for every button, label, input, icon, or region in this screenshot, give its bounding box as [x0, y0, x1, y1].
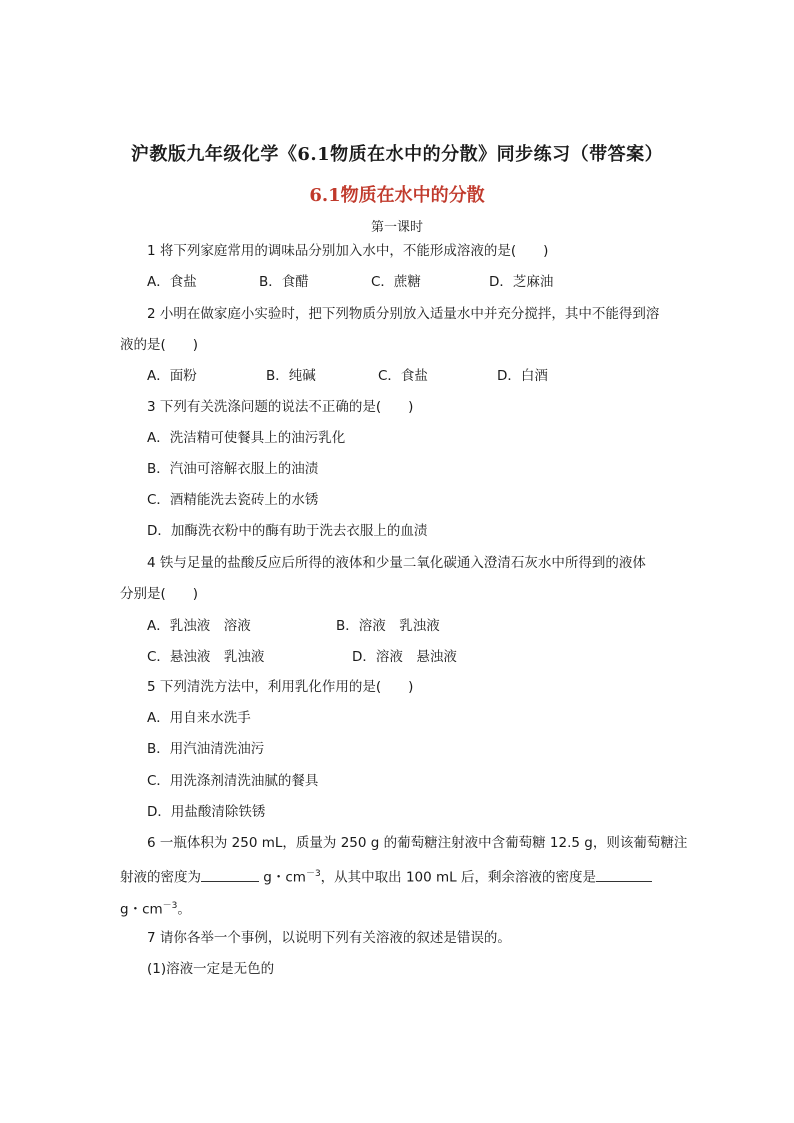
question-4-stem-line1: 4 铁与足量的盐酸反应后所得的液体和少量二氧化碳通入澄清石灰水中所得到的液体: [147, 555, 646, 571]
q5-option-c: C．用洗涤剂清洗油腻的餐具: [147, 773, 319, 789]
q2-option-c: C．食盐: [378, 368, 428, 384]
q1-option-c: C．蔗糖: [371, 274, 421, 290]
q1-option-b: B．食醋: [259, 274, 309, 290]
question-6-line1: 6 一瓶体积为 250 mL，质量为 250 g 的葡萄糖注射液中含葡萄糖 12.5 g，则该葡萄糖注: [147, 835, 688, 851]
q3-option-a: A．洗洁精可使餐具上的油污乳化: [147, 430, 346, 446]
q4-option-a: A．乳浊液 溶液: [147, 618, 251, 634]
q5-option-d: D．用盐酸清除铁锈: [147, 804, 266, 820]
q2-option-b: B．纯碱: [266, 368, 316, 384]
q6-line2-text-c: ，从其中取出 100 mL 后，剩余溶液的密度是: [320, 869, 596, 886]
q6-exponent-1: －3: [305, 869, 321, 879]
q5-option-a: A．用自来水洗手: [147, 710, 251, 726]
question-1-stem: 1 将下列家庭常用的调味品分别加入水中，不能形成溶液的是( ): [147, 243, 549, 259]
q3-option-c: C．酒精能洗去瓷砖上的水锈: [147, 492, 319, 508]
q6-exponent-2: －3: [162, 901, 178, 911]
q2-option-a: A．面粉: [147, 368, 197, 384]
q4-option-b: B．溶液 乳浊液: [336, 618, 440, 634]
answer-blank-1[interactable]: [201, 867, 259, 882]
q5-option-b: B．用汽油清洗油污: [147, 741, 265, 757]
q1-option-d: D．芝麻油: [489, 274, 554, 290]
q6-line2-text-a: 射液的密度为: [120, 869, 201, 886]
document-title: 沪教版九年级化学《6.1物质在水中的分散》同步练习（带答案）: [130, 144, 664, 165]
q4-option-d: D．溶液 悬浊液: [352, 649, 457, 665]
q6-unit-1: g・cm: [259, 869, 306, 886]
q6-line3-end: 。: [177, 901, 191, 918]
q1-option-a: A．食盐: [147, 274, 197, 290]
question-3-stem: 3 下列有关洗涤问题的说法不正确的是( ): [147, 399, 414, 415]
question-7-part-1: (1)溶液一定是无色的: [147, 961, 275, 977]
q2-option-d: D．白酒: [497, 368, 548, 384]
question-6-line3: [120, 897, 191, 919]
question-4-stem-line2: 分别是( ): [120, 586, 199, 602]
question-5-stem: 5 下列清洗方法中，利用乳化作用的是( ): [147, 679, 414, 695]
question-7-stem: 7 请你各举一个事例，以说明下列有关溶液的叙述是错误的。: [147, 930, 511, 946]
section-title: 6.1物质在水中的分散: [309, 185, 485, 206]
q3-option-b: B．汽油可溶解衣服上的油渍: [147, 461, 319, 477]
question-6-line2: [120, 865, 652, 887]
q3-option-d: D．加酶洗衣粉中的酶有助于洗去衣服上的血渍: [147, 523, 428, 539]
question-2-stem-line1: 2 小明在做家庭小实验时，把下列物质分别放入适量水中并充分搅拌，其中不能得到溶: [147, 306, 660, 322]
answer-blank-2[interactable]: [596, 867, 652, 882]
q6-unit-2: g・cm: [120, 901, 163, 918]
question-2-stem-line2: 液的是( ): [120, 337, 199, 353]
q4-option-c: C．悬浊液 乳浊液: [147, 649, 265, 665]
lesson-label: 第一课时: [370, 220, 423, 235]
